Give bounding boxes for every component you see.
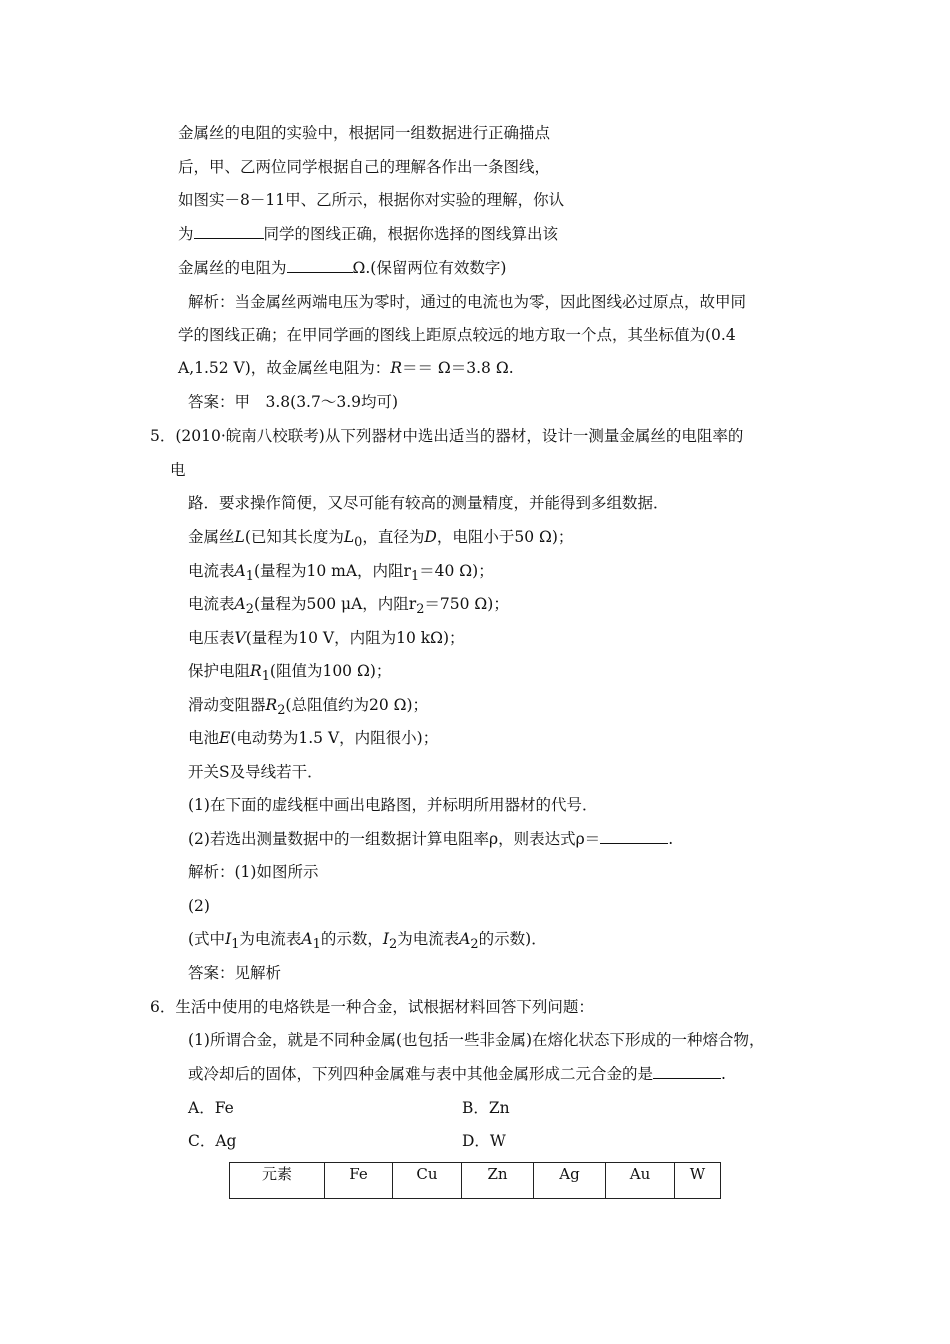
var: R — [250, 662, 262, 680]
var: A — [301, 930, 313, 948]
var: R — [265, 696, 278, 714]
option-c: C．Ag — [188, 1132, 237, 1150]
q5-note — [188, 929, 547, 955]
t: (总阻值约为20 Ω)； — [285, 696, 429, 714]
t: ＝40 Ω)； — [419, 562, 494, 580]
line-3: 如图实－8－11甲、乙所示，根据你对实验的理解，你认 — [178, 191, 565, 209]
sub: 1 — [231, 937, 240, 953]
option-a: A．Fe — [188, 1099, 234, 1117]
analysis-line-3 — [178, 358, 514, 378]
t: 为电流表 — [239, 930, 302, 948]
t: 或冷却后的固体，下列四种金属难与表中其他金属形成二元合金的是 — [188, 1065, 654, 1083]
answer-line: 答案：甲 3.8(3.7～3.9均可) — [188, 393, 399, 411]
var: L — [343, 528, 355, 546]
t: (量程为10 mA，内阻r — [253, 562, 411, 580]
t: ＝750 Ω)； — [424, 595, 509, 613]
t: 的示数， — [320, 930, 383, 948]
text: Ω.(保留两位有效数字) — [352, 259, 507, 277]
var: A — [234, 562, 246, 580]
t: (式中 — [188, 930, 226, 948]
answer-blank — [653, 1064, 721, 1079]
q5-analysis: 解析：(1)如图所示 — [188, 863, 319, 881]
t: 滑动变阻器 — [188, 696, 266, 714]
t: 的示数)． — [478, 930, 547, 948]
sub: 1 — [261, 669, 270, 685]
line-4 — [178, 224, 558, 244]
t: 保护电阻 — [188, 662, 251, 680]
t: (电动势为1.5 V，内阻很小)； — [230, 729, 439, 747]
q6-line-2 — [188, 1064, 726, 1084]
line-5 — [178, 258, 506, 278]
text: 为 — [178, 225, 194, 243]
t: (量程为10 V，内阻为10 kΩ)； — [245, 629, 465, 647]
t: 金属丝 — [188, 528, 235, 546]
text: ＝＝ Ω＝3.8 Ω. — [401, 359, 514, 377]
option-b: B．Zn — [462, 1099, 510, 1117]
line-1: 金属丝的电阻的实验中，根据同一组数据进行正确描点 — [178, 124, 551, 142]
answer-blank — [194, 224, 264, 239]
q5-wrap: 电 — [170, 461, 186, 479]
analysis-line-2: 学的图线正确；在甲同学画的图线上距原点较远的地方取一个点，其坐标值为(0.4 — [178, 326, 736, 344]
text: A,1.52 V)，故金属丝电阻为： — [178, 359, 391, 377]
equip-switch: 开关S及导线若干． — [188, 763, 323, 781]
option-d: D．W — [462, 1132, 506, 1150]
var: I — [225, 930, 232, 948]
t: 电池 — [188, 729, 220, 747]
text: 同学的图线正确，根据你选择的图线算出该 — [263, 225, 559, 243]
t: ，直径为 — [362, 528, 425, 546]
q5-part-2 — [188, 829, 673, 849]
table-row — [230, 1163, 721, 1199]
element-table — [229, 1162, 721, 1199]
sub: 0 — [354, 535, 363, 551]
q6-part-1: (1)所谓合金，就是不同种金属(也包括一些非金属)在熔化状态下形成的一种熔合物， — [188, 1031, 765, 1049]
t: . — [721, 1065, 726, 1083]
table-header-cell: 元素 — [230, 1163, 325, 1199]
t: (量程为500 μA，内阻r — [253, 595, 417, 613]
table-header-cell: Fe — [325, 1163, 393, 1199]
sub: 2 — [416, 602, 425, 618]
answer-blank — [287, 258, 353, 273]
t: (已知其长度为 — [244, 528, 344, 546]
t: . — [668, 830, 674, 848]
var: V — [234, 629, 246, 647]
var: I — [382, 930, 389, 948]
question-6: 6．生活中使用的电烙铁是一种合金，试根据材料回答下列问题： — [150, 998, 594, 1016]
t: (2)若选出测量数据中的一组数据计算电阻率ρ，则表达式ρ＝ — [188, 830, 601, 848]
t: 电流表 — [188, 595, 235, 613]
answer-blank — [600, 829, 668, 844]
var: L — [234, 528, 245, 546]
equip-a2 — [188, 594, 509, 620]
table-header-cell: Au — [606, 1163, 675, 1199]
sub: 1 — [410, 569, 420, 585]
equip-r1 — [188, 661, 391, 687]
t: 电流表 — [188, 562, 235, 580]
equip-e — [188, 728, 438, 748]
t: (阻值为100 Ω)； — [269, 662, 392, 680]
var: D — [424, 528, 437, 546]
line-2: 后，甲、乙两位同学根据自己的理解各作出一条图线， — [178, 158, 551, 176]
table-header-cell: Ag — [534, 1163, 606, 1199]
question-5: 5．(2010·皖南八校联考)从下列器材中选出适当的器材，设计一测量金属丝的电阻率的 — [150, 427, 744, 445]
equip-wire — [188, 527, 573, 553]
equip-r2 — [188, 695, 428, 721]
sub: 2 — [245, 602, 254, 618]
sub: 2 — [277, 703, 286, 719]
text: 金属丝的电阻为 — [178, 259, 287, 277]
t: 为电流表 — [397, 930, 460, 948]
equip-a1 — [188, 561, 494, 587]
sub: 2 — [470, 937, 479, 953]
t: ，电阻小于50 Ω)； — [436, 528, 574, 546]
var: R — [390, 359, 402, 377]
var: A — [459, 930, 471, 948]
t: 电压表 — [188, 629, 235, 647]
equip-v — [188, 628, 465, 648]
q5-line-2: 路．要求操作简便，又尽可能有较高的测量精度，并能得到多组数据． — [188, 494, 669, 512]
q5-part-1: (1)在下面的虚线框中画出电路图，并标明所用器材的代号． — [188, 796, 598, 814]
q5-analysis-2: (2) — [188, 897, 210, 915]
q5-answer: 答案：见解析 — [188, 964, 282, 982]
var: E — [219, 729, 231, 747]
table-header-cell: Zn — [462, 1163, 534, 1199]
sub: 1 — [312, 937, 321, 953]
table-header-cell: Cu — [393, 1163, 462, 1199]
sub: 2 — [388, 937, 398, 953]
var: A — [234, 595, 246, 613]
table-header-cell: W — [675, 1163, 721, 1199]
sub: 1 — [245, 569, 254, 585]
analysis-line-1: 解析：当金属丝两端电压为零时，通过的电流也为零，因此图线必过原点，故甲同 — [188, 293, 747, 311]
